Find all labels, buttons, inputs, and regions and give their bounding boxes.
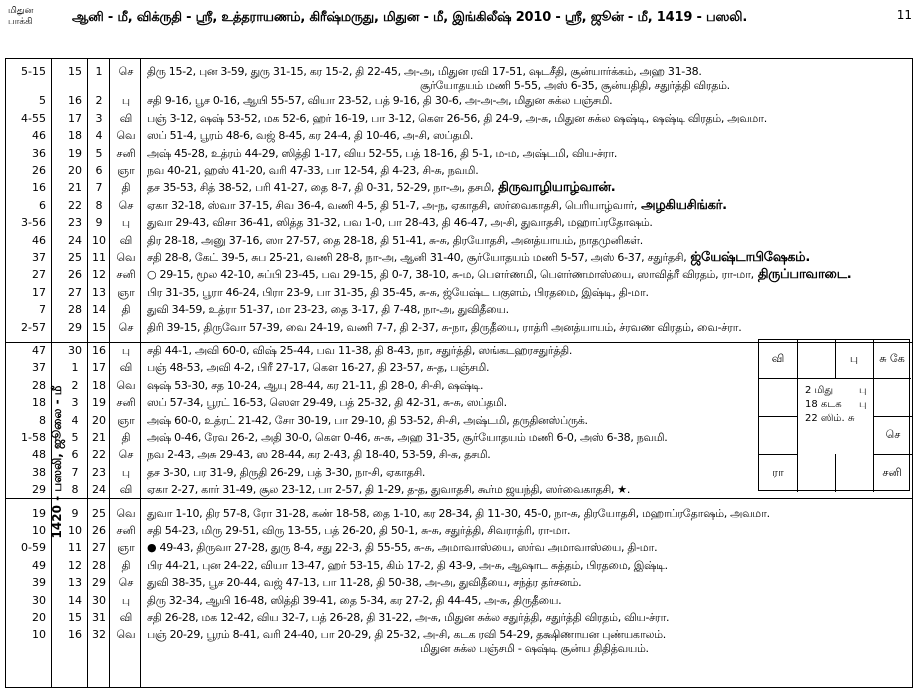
panchang-details xyxy=(147,231,643,250)
pakki-value: 5-15 xyxy=(21,65,46,78)
panchang-details xyxy=(147,393,507,412)
panchang-text: திரி 39-15, திருவோ 57-39, வை 24-19, வணி 7-7, தி 2-37, சு-நா, திருதீயை, ராத்ரி அனத்யாயம், ச்ரவண விரதம், வை-ச்ரா. xyxy=(147,320,742,334)
tamil-date: 22 xyxy=(68,198,82,212)
panchang-text: ஸப் 51-4, பூரம் 48-6, வஜ் 8-45, கர 24-4, தி 10-46, அ-சி, ஸப்தமி. xyxy=(147,129,474,143)
english-date: 1 xyxy=(95,65,103,78)
rasi-cell: செ xyxy=(873,416,912,455)
table-row xyxy=(5,161,913,180)
table-row xyxy=(5,591,913,610)
table-row xyxy=(5,556,913,575)
tamil-date: 12 xyxy=(68,558,82,572)
pakki-value: 47 xyxy=(32,344,46,357)
english-date: 21 xyxy=(92,431,106,444)
rasi-cell xyxy=(759,416,798,455)
header-left-label xyxy=(8,6,56,28)
weekday: பு xyxy=(121,593,131,607)
english-date: 12 xyxy=(92,268,106,282)
tamil-date: 26 xyxy=(68,268,82,282)
panchang-text: திரு 32-34, ஆயி 16-48, ஸித்தி 39-41, தை 5-34, கர 27-2, தி 44-45, அ-சு, திருதீயை. xyxy=(147,593,562,607)
panchang-details xyxy=(147,126,473,145)
weekday: வெ xyxy=(116,129,136,143)
english-date: 7 xyxy=(95,181,103,195)
weekday: செ xyxy=(118,320,134,334)
english-date: 17 xyxy=(92,361,106,375)
table-row xyxy=(5,300,913,319)
rasi-center-line: 2 மிது xyxy=(805,385,834,396)
english-date: 22 xyxy=(92,448,106,462)
rasi-cell: வி xyxy=(759,340,798,379)
english-date: 28 xyxy=(92,558,106,572)
tamil-date: 13 xyxy=(68,576,82,590)
rasi-cell: சு கே xyxy=(873,340,911,379)
english-date: 4 xyxy=(95,129,103,143)
english-date: 13 xyxy=(92,285,106,299)
rasi-cell xyxy=(797,454,836,492)
english-date: 9 xyxy=(95,216,103,230)
tamil-date: 19 xyxy=(68,146,82,160)
panchang-details xyxy=(147,91,612,110)
table-row xyxy=(5,248,913,267)
english-date: 29 xyxy=(92,576,106,590)
tamil-date: 15 xyxy=(68,611,82,624)
panchang-text: சதி 54-23, மிரு 29-51, விரு 13-55, பத் 26-20, தி 50-1, சு-சு, சதுர்த்தி, சிவராத்ரி, ரா-மா. xyxy=(147,524,571,537)
continuation-text: சூர்யோதயம் மணி 5-55, அஸ் 6-35, சூன்யதிதி, சதுர்த்தி விரதம். xyxy=(420,79,730,92)
pakki-value: 19 xyxy=(32,506,46,520)
panchang-details xyxy=(147,265,851,284)
tamil-date: 16 xyxy=(68,94,82,108)
weekday: வி xyxy=(119,611,133,624)
pakki-value: 18 xyxy=(32,396,46,410)
panchang-text: நவ 40-21, ஹஸ் 41-20, வரி 47-33, பா 12-54, தி 4-23, சி-சு, நவமி. xyxy=(147,164,479,177)
panchang-details xyxy=(147,480,630,499)
sidebar-year-text: 1420 - பஸலி, ஜூலை - மீ xyxy=(50,385,64,539)
pakki-value: 10 xyxy=(32,524,46,537)
rasi-cell xyxy=(797,340,836,379)
weekday: சனி xyxy=(116,146,136,160)
pakki-value: 17 xyxy=(32,285,46,299)
tamil-date: 1 xyxy=(71,361,79,375)
pakki-value: 46 xyxy=(32,233,46,247)
table-row xyxy=(5,504,913,523)
rasi-cell: ரா xyxy=(759,454,798,492)
pakki-value: 29 xyxy=(32,483,46,497)
panchang-text: ஸப் 57-34, பூரட் 16-53, ஸௌ 29-49, பத் 25-32, தி 42-31, சு-சு, ஸப்தமி. xyxy=(147,396,507,410)
panchang-details xyxy=(147,573,581,592)
tamil-date: 24 xyxy=(68,233,82,247)
weekday: தி xyxy=(121,431,131,444)
pakki-value: 3-56 xyxy=(21,216,46,230)
english-date: 19 xyxy=(92,396,106,410)
panchang-details xyxy=(147,178,615,197)
panchang-text: துவி 34-59, உத்ரா 51-37, மா 23-23, தை 3-17, தி 7-48, நா-அ, துவிதீயை. xyxy=(147,303,509,317)
pakki-value: 30 xyxy=(32,593,46,607)
english-date: 20 xyxy=(92,413,106,427)
rasi-center-line: 22 ஸிம். சு xyxy=(805,413,855,424)
pakki-value: 37 xyxy=(32,361,46,375)
table-row xyxy=(5,196,913,215)
weekday: வெ xyxy=(116,251,136,264)
header-left-line1: மிதுன xyxy=(8,6,34,16)
pakki-value: 10 xyxy=(32,628,46,642)
rasi-cell xyxy=(759,378,798,417)
pakki-value: 6 xyxy=(39,198,46,212)
pakki-value: 16 xyxy=(32,181,46,195)
panchang-details xyxy=(147,196,727,215)
pakki-value: 27 xyxy=(32,268,46,282)
pakki-value: 7 xyxy=(39,303,46,317)
pakki-value: 36 xyxy=(32,146,46,160)
panchang-text: அஷ் 60-0, உத்ரட் 21-42, சோ 30-19, பா 29-10, தி 53-52, சி-சி, அஷ்டமி, தருதினஸ்ப்ருக். xyxy=(147,413,588,427)
table-row xyxy=(5,144,913,163)
weekday: சனி xyxy=(116,268,136,282)
panchang-details xyxy=(147,538,657,557)
english-date: 27 xyxy=(92,541,106,555)
continuation-line xyxy=(420,79,730,94)
english-date: 31 xyxy=(92,611,106,624)
panchang-details xyxy=(147,428,668,447)
table-row xyxy=(5,573,913,592)
weekday: செ xyxy=(118,448,134,462)
pakki-value: 39 xyxy=(32,576,46,590)
tamil-date: 27 xyxy=(68,285,82,299)
panchang-text: நவ 2-43, அசு 29-43, ஸ 28-44, கர 2-43, தி 18-40, 53-59, சி-சு, தசமி. xyxy=(147,448,491,462)
english-date: 30 xyxy=(92,593,106,607)
english-date: 26 xyxy=(92,524,106,537)
english-date: 8 xyxy=(95,198,103,212)
panchang-text: அஷ் 0-46, ரேவ 26-2, அதி 30-0, கௌ 0-46, சு-சு, அஹ 31-35, சூர்யோதயம் மணி 6-0, அஸ் 6-38, நவமி. xyxy=(147,431,668,444)
panchang-details xyxy=(147,248,810,267)
weekday: வி xyxy=(119,361,133,375)
rasi-center-right-line: பு xyxy=(859,399,867,410)
weekday: ஞா xyxy=(117,541,135,555)
tamil-date: 5 xyxy=(71,431,79,444)
table-row xyxy=(5,538,913,557)
english-date: 2 xyxy=(95,94,103,108)
panchang-text: ஏகா 32-18, ஸ்வா 37-15, சிவ 36-4, வணி 4-5, தி 51-7, அ-ந, ஏகாதசி, ஸர்வைகாதசி, பெரியாழ்வார், xyxy=(147,198,638,212)
weekday: சனி xyxy=(116,396,136,410)
panchang-text: பிர 44-21, புன 24-22, வியா 13-47, ஹர் 53-15, கிம் 17-2, தி 43-9, அ-சு, ஆஷாட சுத்தம், பிரதமை, இஷ்டி. xyxy=(147,558,668,572)
panchang-text: ஷஷ் 53-30, சத 10-24, ஆயு 28-44, கர 21-11, தி 28-0, சி-சி, ஷஷ்டி. xyxy=(147,378,484,392)
panchang-text: சதி 44-1, அவி 60-0, விஷ் 25-44, பவ 11-38, தி 8-43, நா, சதுர்த்தி, ஸங்கடஹரசதுர்த்தி. xyxy=(147,344,573,357)
page-title: ஆனி - மீ, விக்ருதி - ஸ்ரீ, உத்தராயணம், கிரீஷ்மருது, மிதுன - மீ, இங்கிலீஷ் 2010 - ஸ்ரீ, ஜூன் - மீ, 1419 - பஸலி. xyxy=(72,10,748,25)
panchang-details xyxy=(147,144,617,163)
weekday: ஞா xyxy=(117,164,135,177)
weekday: வெ xyxy=(116,506,136,520)
rasi-center-right xyxy=(859,384,866,412)
panchang-details xyxy=(147,556,668,575)
english-date: 15 xyxy=(92,320,106,334)
tamil-date: 17 xyxy=(68,111,82,125)
weekday: தி xyxy=(121,181,131,195)
page-header xyxy=(8,6,912,32)
weekday: தி xyxy=(121,303,131,317)
table-row xyxy=(5,126,913,145)
table-row xyxy=(5,231,913,250)
weekday: ஞா xyxy=(117,413,135,427)
english-date: 23 xyxy=(92,465,106,479)
panchang-details xyxy=(147,283,649,302)
festival-highlight: அழகியசிங்கர். xyxy=(641,197,727,213)
panchang-text: துவா 29-43, விசா 36-41, ஸித்த 31-32, பவ 1-0, பா 28-43, தி 46-47, அ-சி, துவாதசி, மஹாப்ரதோஷம். xyxy=(147,216,653,230)
english-date: 25 xyxy=(92,506,106,520)
panchang-details xyxy=(147,318,741,337)
panchang-details xyxy=(147,300,509,319)
weekday: பு xyxy=(121,344,131,357)
tamil-date: 18 xyxy=(68,129,82,143)
weekday: வி xyxy=(119,233,133,247)
table-row xyxy=(5,265,913,284)
panchang-details xyxy=(147,213,653,232)
english-date: 10 xyxy=(92,233,106,247)
tamil-date: 15 xyxy=(68,65,82,78)
pakki-value: 49 xyxy=(32,558,46,572)
weekday: வி xyxy=(119,483,133,497)
panchang-details xyxy=(147,608,669,627)
weekday: பு xyxy=(121,216,131,230)
rasi-cell: பு xyxy=(835,340,874,379)
pakki-value: 0-59 xyxy=(21,541,46,555)
tamil-date: 8 xyxy=(71,483,79,497)
tamil-date: 7 xyxy=(71,465,79,479)
pakki-value: 38 xyxy=(32,465,46,479)
english-date: 24 xyxy=(92,483,106,497)
panchang-text: சதி 26-28, மக 12-42, விய 32-7, பத் 26-28, தி 31-22, அ-சு, மிதுன சுக்ல சதுர்த்தி, சதுர்த்தி விரதம், விய-ச்ரா. xyxy=(147,611,670,624)
weekday: சனி xyxy=(116,524,136,537)
english-date: 14 xyxy=(92,303,106,317)
rasi-cell xyxy=(835,454,874,492)
panchang-details xyxy=(147,376,483,395)
rasi-center-line: 18 கடக xyxy=(805,399,842,410)
page-number: 11 xyxy=(896,8,912,22)
rasi-cell: சனி xyxy=(882,465,902,479)
panchang-details xyxy=(147,591,561,610)
panchang-details xyxy=(147,358,489,377)
tamil-date: 9 xyxy=(71,506,79,520)
rasi-cell xyxy=(873,378,912,417)
continuation-line xyxy=(420,642,649,657)
table-row xyxy=(5,109,913,128)
panchang-text: ● 49-43, திருவா 27-28, துரு 8-4, சது 22-3, தி 55-55, சு-சு, அமாவாஸ்யை, ஸர்வ அமாவாஸ்யை, தி-மா. xyxy=(147,541,658,555)
weekday: செ xyxy=(118,576,134,590)
table-row xyxy=(5,91,913,110)
weekday: செ xyxy=(118,198,134,212)
panchang-details xyxy=(147,463,425,482)
panchang-details xyxy=(147,411,588,430)
table-row xyxy=(5,608,913,627)
tamil-date: 3 xyxy=(71,396,79,410)
english-date: 18 xyxy=(92,378,106,392)
festival-highlight: திருப்பாவாடை. xyxy=(757,267,852,283)
panchang-details xyxy=(147,161,478,180)
panchang-text: திரு 15-2, புன 3-59, துரு 31-15, கர 15-2, தி 22-45, அ-அ, மிதுன ரவி 17-51, ஷடசீதி, சூன்யார்க்கம், அஹ 31-38. xyxy=(147,65,702,78)
festival-highlight: ஜ்யேஷ்டாபிஷேகம். xyxy=(690,250,810,265)
panchang-text: அஷ் 45-28, உத்ரம் 44-29, ஸித்தி 1-17, விய 52-55, பத் 18-16, தி 5-1, ம-ம, அஷ்டமி, விய-ச்ரா. xyxy=(147,146,618,160)
panchang-text: பிர 31-35, பூரா 46-24, பிரா 23-9, பா 31-35, தி 35-45, சு-சு, ஜ்யேஷ்ட பகுளம், பிரதமை, இஷ்டி, தி-மா. xyxy=(147,285,649,299)
pakki-value: 5 xyxy=(39,94,46,108)
panchang-text: தச 35-53, சித் 38-52, பரி 41-27, தை 8-7, தி 0-31, 52-29, நா-அ, தசமி, xyxy=(147,181,495,195)
panchang-details xyxy=(147,521,570,540)
weekday: வி xyxy=(119,111,133,125)
panchang-details xyxy=(147,445,491,464)
pakki-value: 48 xyxy=(32,448,46,462)
weekday: பு xyxy=(121,94,131,108)
weekday: செ xyxy=(118,65,134,78)
pakki-value: 26 xyxy=(32,164,46,177)
tamil-date: 20 xyxy=(68,164,82,177)
english-date: 11 xyxy=(92,251,106,264)
pakki-value: 2-57 xyxy=(21,320,46,334)
panchang-text: ஏகா 2-27, கார் 31-49, சூல 23-12, பா 2-57, தி 1-29, த-த, துவாதசி, கூர்ம ஜயந்தி, ஸர்வைகாதசி, ★. xyxy=(147,483,631,497)
pakki-value: 46 xyxy=(32,129,46,143)
continuation-text: மிதுன சுக்ல பஞ்சமி - ஷஷ்டி சூன்ய திதித்வயம். xyxy=(420,642,649,656)
english-date: 32 xyxy=(92,628,106,642)
panchang-text: துவா 1-10, திர 57-8, ரோ 31-28, கண் 18-58, தை 1-10, கர 28-34, தி 11-30, 45-0, நா-சு, திரயோதசி, மஹாப்ரதோஷம், அவமா. xyxy=(147,506,770,520)
panchang-text: பஞ் 3-12, ஷஷ் 53-52, மக 52-6, ஹர் 16-19, பா 3-12, கௌ 26-56, தி 24-9, அ-சு, மிதுன சுக்ல ஷஷ்டி, ஷஷ்டி விரதம், அவமா. xyxy=(147,111,767,125)
pakki-value: 20 xyxy=(32,611,46,624)
panchang-details xyxy=(147,341,572,360)
panchang-text: ○ 29-15, மூல 42-10, சுப்பி 23-45, பவ 29-15, தி 0-7, 38-10, சு-ம, பௌர்ணமி, பௌர்ணமாஸ்யை, ஸாவித்ரீ விரதம், ரா-மா, xyxy=(147,268,754,282)
pakki-value: 8 xyxy=(39,413,46,427)
tamil-date: 23 xyxy=(68,216,82,230)
panchang-text: தச 3-30, பர 31-9, திருதி 26-29, பத் 3-30, நா-சி, ஏகாதசி. xyxy=(147,465,426,479)
table-row xyxy=(5,283,913,302)
tamil-date: 21 xyxy=(68,181,82,195)
weekday: பு xyxy=(121,465,131,479)
panchang-details xyxy=(147,109,767,128)
tamil-date: 11 xyxy=(68,541,82,555)
pakki-value: 4-55 xyxy=(21,111,46,125)
english-date: 3 xyxy=(95,111,103,125)
english-date: 16 xyxy=(92,344,106,357)
weekday: தி xyxy=(121,558,131,572)
table-row xyxy=(5,521,913,540)
tamil-date: 30 xyxy=(68,344,82,357)
tamil-date: 14 xyxy=(68,593,82,607)
panchang-details xyxy=(147,504,770,523)
table-row xyxy=(5,178,913,197)
weekday: வெ xyxy=(116,628,136,642)
panchang-text: சதி 9-16, பூச 0-16, ஆயி 55-57, வியா 23-52, பத் 9-16, தி 30-6, அ-அ-அ, மிதுன சுக்ல பஞ்சமி. xyxy=(147,94,613,108)
tamil-date: 29 xyxy=(68,320,82,334)
rasi-center-right-line: பு xyxy=(859,385,867,396)
english-date: 5 xyxy=(95,146,103,160)
english-date: 6 xyxy=(95,164,103,177)
pakki-value: 1-58 xyxy=(21,431,46,444)
tamil-date: 16 xyxy=(68,628,82,642)
tamil-date: 25 xyxy=(68,251,82,264)
rasi-chart xyxy=(758,339,910,491)
header-left-line2: பாக்கி xyxy=(8,17,33,27)
table-row xyxy=(5,318,913,337)
panchang-text: திர 28-18, அனு 37-16, ஸா 27-57, தை 28-18, தி 51-41, சு-சு, திரயோதசி, அனத்யாயம், நாதமுனிகள். xyxy=(147,233,643,247)
tamil-date: 2 xyxy=(71,378,79,392)
tamil-date: 28 xyxy=(68,303,82,317)
pakki-value: 37 xyxy=(32,251,46,264)
tamil-date: 10 xyxy=(68,524,82,537)
table-row xyxy=(5,213,913,232)
panchang-text: பஞ் 48-53, அவி 4-2, பிரீ 27-17, கௌ 16-27, தி 23-57, சு-த, பஞ்சமி. xyxy=(147,361,490,375)
tamil-date: 6 xyxy=(71,448,79,462)
panchang-text: சதி 28-8, கேட் 39-5, சுப 25-21, வணி 28-8, நா-அ, ஆனி 31-40, சூர்யோதயம் மணி 5-57, அஸ் 6-37, சதுர்தசி, xyxy=(147,251,687,264)
tamil-date: 4 xyxy=(71,413,79,427)
panchang-text: பஞ் 20-29, பூரம் 8-41, வரி 24-40, பா 20-29, தி 25-32, அ-சி, கடக ரவி 54-29, தக்ஷிணாயன புண்யகாலம். xyxy=(147,628,666,642)
festival-highlight: திருவாழியாழ்வான். xyxy=(498,180,616,196)
pakki-value: 28 xyxy=(32,378,46,392)
weekday: ஞா xyxy=(117,285,135,299)
weekday: வெ xyxy=(116,378,136,392)
panchang-text: துவி 38-35, பூச 20-44, வஜ் 47-13, பா 11-28, தி 50-38, அ-அ, துவிதீயை, சந்த்ர தர்சனம். xyxy=(147,576,582,590)
